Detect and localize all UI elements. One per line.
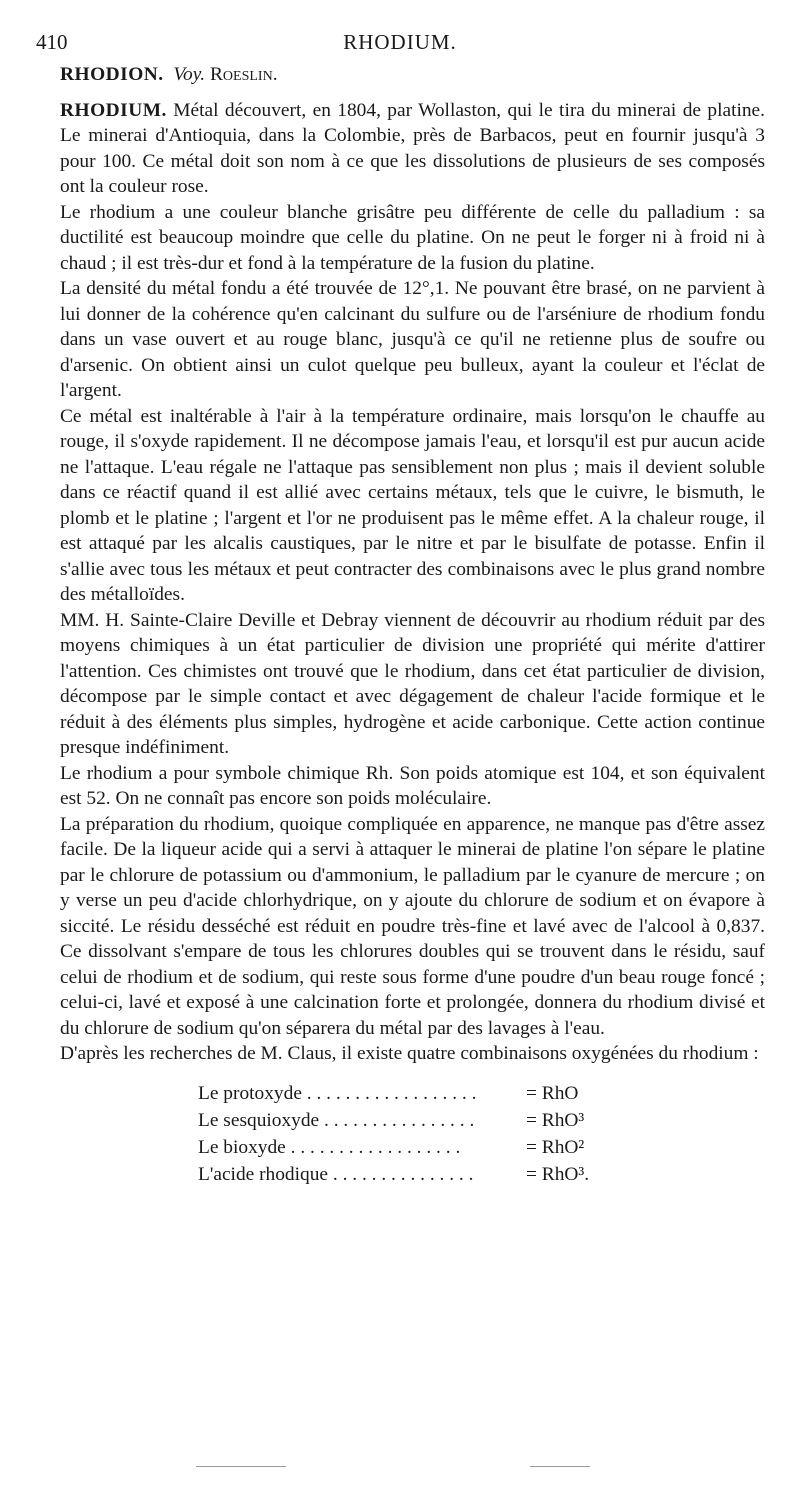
paragraph-properties: Le rhodium a une couleur blanche grisâtre peu différente de celle du palladium : sa ductilité est beaucoup moindre que celle du platine. On ne peut le forger ni à froid ni à chaud ; il est très-dur et fond à la température de la fusion du platine. (60, 201, 765, 274)
footer-rule-right (530, 1466, 590, 1467)
oxide-formula: = RhO³ (526, 1109, 585, 1131)
footer-rule-left (196, 1466, 286, 1467)
table-row (198, 1162, 589, 1189)
paragraph-preparation: La préparation du rhodium, quoique compliquée en apparence, ne manque pas d'être assez facile. De la liqueur acide qui a servi à attaquer le minerai de platine l'on sépare le platine par le chlorure de potassium ou d'ammonium, le palladium par le cyanure de mercure ; on y verse un peu d'acide chlorhydrique, on y ajoute du chlorure de sodium et on évapore à siccité. Le résidu desséché est réduit en poudre très-fine et lavé avec de l'alcool à 0,837. Ce dissolvant s'empare de tous les chlorures doubles qui se trouvent dans le résidu, sauf celui de rhodium et de sodium, qui reste sous forme d'une poudre d'un beau rouge foncé ; celui-ci, lavé et exposé à une calcination forte et prolongée, donnera du rhodium divisé et du chlorure de sodium qu'on séparera du métal par des lavages à l'eau. (60, 813, 765, 1039)
oxide-formula: = RhO² (526, 1136, 585, 1158)
page-header (36, 30, 764, 58)
paragraph-oxides-intro: D'après les recherches de M. Claus, il existe quatre combinaisons oxygénées du rhodium : (60, 1043, 759, 1064)
xref-voy: Voy. (173, 64, 206, 85)
paragraph-density: La densité du métal fondu a été trouvée de 12°,1. Ne pouvant être brasé, on ne parvient à lui donner de la cohérence qu'en calcinant du sulfure ou de l'arséniure de rhodium fondu dans un vase ouvert et au rouge blanc, jusqu'à ce qu'il ne retienne plus de soufre ou d'arsenic. On obtient ainsi un culot quelque peu bulleux, ayant la couleur et l'éclat de l'argent. (60, 278, 765, 401)
oxide-formula: = RhO (526, 1082, 579, 1104)
headword-rhodium: RHODIUM. (60, 99, 167, 121)
footer-rule-marks (0, 1466, 800, 1470)
xref-target: Roeslin. (210, 64, 278, 85)
paragraph-reactivity: Ce métal est inaltérable à l'air à la température ordinaire, mais lorsqu'on le chauffe au rouge, il s'oxyde rapidement. Il ne décompose jamais l'eau, et lorsqu'il est pur aucun acide ne l'attaque. L'eau régale ne l'attaque pas sensiblement non plus ; mais il devient soluble dans ce réactif quand il est allié avec certains métaux, tels que le cuivre, le bismuth, le plomb et le platine ; l'argent et l'or ne produisent pas le même effet. A la chaleur rouge, il est attaqué par les alcalis caustiques, par le nitre et par le bisulfate de potasse. Enfin il s'allie avec tous les métaux et peut contracter des combinaisons avec le plus grand nombre des métalloïdes. (60, 405, 765, 605)
oxide-table (198, 1081, 589, 1189)
paragraph-symbol: Le rhodium a pour symbole chimique Rh. Son poids atomique est 104, et son équivalent est 52. On ne connaît pas encore son poids moléculaire. (60, 762, 765, 809)
oxide-name: Le sesquioxyde . . . . . . . . . . . . . . . . (198, 1109, 475, 1131)
table-row (198, 1135, 589, 1162)
entry-rhodium-text: Métal découvert, en 1804, par Wollaston, qui le tira du minerai de platine. Le minerai d'Antioquia, dans la Colombie, près de Barbacos, peut en fournir jusqu'à 3 pour 100. Ce métal doit son nom à ce que les dissolutions de plusieurs de ses composés ont la couleur rose. (60, 99, 765, 197)
oxide-formula: = RhO³. (526, 1163, 590, 1185)
table-row (198, 1081, 589, 1108)
paragraph-deville-debray: MM. H. Sainte-Claire Deville et Debray viennent de découvrir au rhodium réduit par des moyens chimiques à un état particulier de division une propriété qui mérite d'attirer l'attention. Ces chimistes ont trouvé que le rhodium, dans cet état particulier de division, décompose par le simple contact et avec dégagement de chaleur l'acide formique et le réduit à des éléments plus simples, hydrogène et acide carbonique. Cette action continue presque indéfiniment. (60, 609, 765, 758)
table-row (198, 1108, 589, 1135)
oxide-name: Le bioxyde . . . . . . . . . . . . . . . . . . (198, 1136, 461, 1158)
entry-rhodion (60, 62, 765, 88)
page-number: 410 (36, 30, 68, 54)
entry-rhodium (60, 98, 765, 200)
page-body (60, 62, 765, 1189)
oxide-name: Le protoxyde . . . . . . . . . . . . . . . . . . (198, 1082, 477, 1104)
headword-rhodion: RHODION. (60, 64, 164, 85)
oxide-name: L'acide rhodique . . . . . . . . . . . . . . . (198, 1163, 474, 1185)
running-head: RHODIUM. (343, 30, 457, 54)
